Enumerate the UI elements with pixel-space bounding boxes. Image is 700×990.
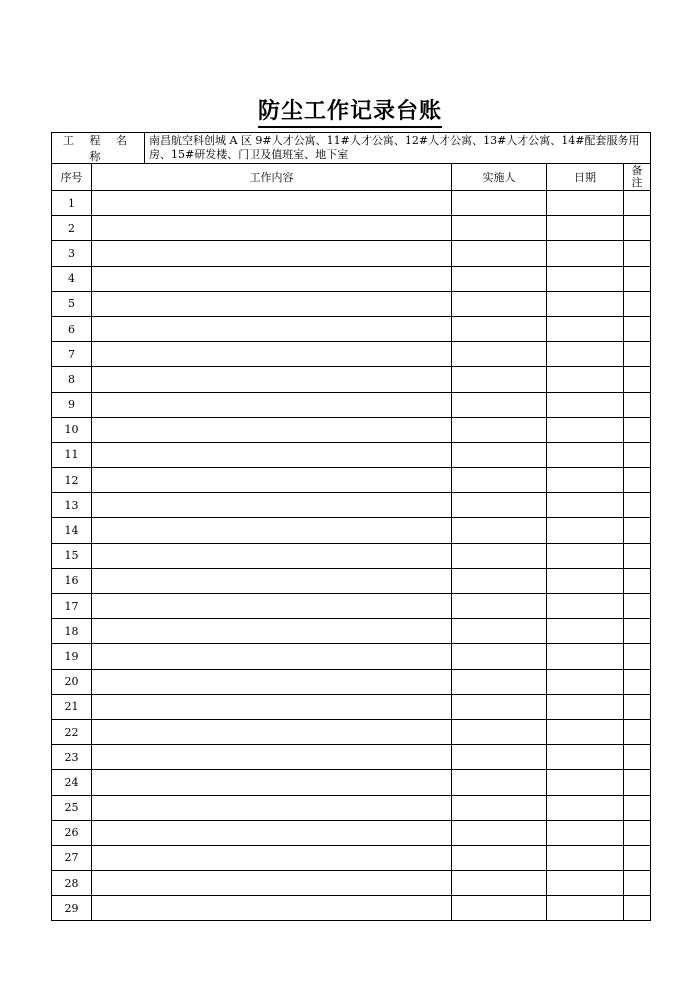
row-seq: 2	[52, 216, 92, 241]
row-person[interactable]	[452, 493, 547, 518]
table-row	[52, 518, 651, 543]
row-content[interactable]	[92, 392, 452, 417]
row-remark[interactable]	[624, 442, 651, 467]
row-content[interactable]	[92, 442, 452, 467]
row-content[interactable]	[92, 191, 452, 216]
table-row	[52, 820, 651, 845]
row-seq: 29	[52, 896, 92, 921]
row-seq: 24	[52, 770, 92, 795]
row-date[interactable]	[547, 694, 624, 719]
row-content[interactable]	[92, 845, 452, 870]
row-remark[interactable]	[624, 568, 651, 593]
row-remark[interactable]	[624, 594, 651, 619]
row-content[interactable]	[92, 745, 452, 770]
row-seq: 5	[52, 291, 92, 316]
table-row	[52, 543, 651, 568]
row-date[interactable]	[547, 266, 624, 291]
row-date[interactable]	[547, 291, 624, 316]
table-row	[52, 342, 651, 367]
row-date[interactable]	[547, 770, 624, 795]
table-row	[52, 871, 651, 896]
table-row	[52, 719, 651, 744]
row-content[interactable]	[92, 493, 452, 518]
row-remark[interactable]	[624, 367, 651, 392]
row-content[interactable]	[92, 216, 452, 241]
row-remark[interactable]	[624, 191, 651, 216]
document-title-wrapper	[0, 94, 700, 125]
row-person[interactable]	[452, 568, 547, 593]
row-date[interactable]	[547, 845, 624, 870]
project-row	[52, 133, 651, 164]
table-row	[52, 216, 651, 241]
row-content[interactable]	[92, 518, 452, 543]
table-row	[52, 191, 651, 216]
table-row	[52, 392, 651, 417]
row-person[interactable]	[452, 594, 547, 619]
row-seq: 27	[52, 845, 92, 870]
table-row	[52, 493, 651, 518]
row-person[interactable]	[452, 316, 547, 341]
row-date[interactable]	[547, 468, 624, 493]
row-remark[interactable]	[624, 845, 651, 870]
row-remark[interactable]	[624, 241, 651, 266]
header-remark	[624, 164, 651, 191]
table-row	[52, 468, 651, 493]
table-row	[52, 568, 651, 593]
row-person[interactable]	[452, 719, 547, 744]
row-seq: 17	[52, 594, 92, 619]
row-remark[interactable]	[624, 770, 651, 795]
row-date[interactable]	[547, 518, 624, 543]
row-date[interactable]	[547, 795, 624, 820]
row-date[interactable]	[547, 619, 624, 644]
row-seq: 18	[52, 619, 92, 644]
project-name-value	[145, 133, 650, 163]
row-remark[interactable]	[624, 820, 651, 845]
header-person: 实施人	[452, 164, 547, 191]
row-content[interactable]	[92, 795, 452, 820]
row-person[interactable]	[452, 845, 547, 870]
row-content[interactable]	[92, 543, 452, 568]
row-date[interactable]	[547, 417, 624, 442]
table-row	[52, 896, 651, 921]
row-remark[interactable]	[624, 417, 651, 442]
table-row	[52, 241, 651, 266]
table-row	[52, 316, 651, 341]
row-seq: 8	[52, 367, 92, 392]
row-remark[interactable]	[624, 745, 651, 770]
row-person[interactable]	[452, 770, 547, 795]
row-date[interactable]	[547, 342, 624, 367]
row-seq: 20	[52, 669, 92, 694]
table-row	[52, 291, 651, 316]
row-content[interactable]	[92, 770, 452, 795]
row-person[interactable]	[452, 291, 547, 316]
row-date[interactable]	[547, 191, 624, 216]
row-remark[interactable]	[624, 669, 651, 694]
row-person[interactable]	[452, 392, 547, 417]
row-remark[interactable]	[624, 896, 651, 921]
row-content[interactable]	[92, 367, 452, 392]
row-date[interactable]	[547, 871, 624, 896]
row-seq: 11	[52, 442, 92, 467]
document-title: 防尘工作记录台账	[258, 98, 442, 128]
row-seq: 23	[52, 745, 92, 770]
row-seq: 14	[52, 518, 92, 543]
row-date[interactable]	[547, 719, 624, 744]
row-person[interactable]	[452, 468, 547, 493]
row-person[interactable]	[452, 619, 547, 644]
row-remark[interactable]	[624, 619, 651, 644]
row-person[interactable]	[452, 342, 547, 367]
row-content[interactable]	[92, 266, 452, 291]
header-seq: 序号	[52, 164, 92, 191]
table-row	[52, 442, 651, 467]
row-remark[interactable]	[624, 342, 651, 367]
row-seq: 10	[52, 417, 92, 442]
row-remark[interactable]	[624, 644, 651, 669]
row-seq: 28	[52, 871, 92, 896]
row-content[interactable]	[92, 619, 452, 644]
row-remark[interactable]	[624, 392, 651, 417]
row-remark[interactable]	[624, 543, 651, 568]
table-row	[52, 694, 651, 719]
row-person[interactable]	[452, 896, 547, 921]
row-content[interactable]	[92, 871, 452, 896]
row-remark[interactable]	[624, 871, 651, 896]
row-seq: 19	[52, 644, 92, 669]
row-seq: 9	[52, 392, 92, 417]
row-person[interactable]	[452, 669, 547, 694]
row-content[interactable]	[92, 669, 452, 694]
row-date[interactable]	[547, 820, 624, 845]
row-remark[interactable]	[624, 316, 651, 341]
row-content[interactable]	[92, 694, 452, 719]
row-seq: 15	[52, 543, 92, 568]
row-content[interactable]	[92, 316, 452, 341]
row-content[interactable]	[92, 568, 452, 593]
table-row	[52, 795, 651, 820]
row-remark[interactable]	[624, 216, 651, 241]
row-person[interactable]	[452, 871, 547, 896]
row-content[interactable]	[92, 896, 452, 921]
row-remark[interactable]	[624, 291, 651, 316]
row-seq: 25	[52, 795, 92, 820]
table-row	[52, 745, 651, 770]
row-content[interactable]	[92, 820, 452, 845]
table-row	[52, 619, 651, 644]
row-content[interactable]	[92, 468, 452, 493]
row-content[interactable]	[92, 644, 452, 669]
row-seq: 21	[52, 694, 92, 719]
row-date[interactable]	[547, 442, 624, 467]
row-remark[interactable]	[624, 694, 651, 719]
row-content[interactable]	[92, 241, 452, 266]
row-date[interactable]	[547, 745, 624, 770]
row-date[interactable]	[547, 392, 624, 417]
row-content[interactable]	[92, 342, 452, 367]
header-date: 日期	[547, 164, 624, 191]
row-seq: 1	[52, 191, 92, 216]
project-name-label-box	[52, 133, 145, 163]
row-seq: 3	[52, 241, 92, 266]
row-remark[interactable]	[624, 719, 651, 744]
row-remark[interactable]	[624, 518, 651, 543]
table-row	[52, 594, 651, 619]
table-row	[52, 669, 651, 694]
row-remark[interactable]	[624, 493, 651, 518]
row-person[interactable]	[452, 820, 547, 845]
row-content[interactable]	[92, 291, 452, 316]
row-date[interactable]	[547, 644, 624, 669]
header-remark-text: 备注	[631, 164, 643, 189]
project-name-label	[52, 133, 651, 164]
project-name-label-text: 工 程 名 称	[63, 134, 133, 163]
row-remark[interactable]	[624, 468, 651, 493]
row-seq: 7	[52, 342, 92, 367]
row-date[interactable]	[547, 216, 624, 241]
row-person[interactable]	[452, 442, 547, 467]
row-seq: 26	[52, 820, 92, 845]
row-person[interactable]	[452, 367, 547, 392]
row-seq: 22	[52, 719, 92, 744]
row-seq: 4	[52, 266, 92, 291]
row-person[interactable]	[452, 216, 547, 241]
row-person[interactable]	[452, 241, 547, 266]
row-person[interactable]	[452, 543, 547, 568]
row-content[interactable]	[92, 417, 452, 442]
row-date[interactable]	[547, 241, 624, 266]
header-content: 工作内容	[92, 164, 452, 191]
table-row	[52, 367, 651, 392]
row-date[interactable]	[547, 896, 624, 921]
row-seq: 16	[52, 568, 92, 593]
row-content[interactable]	[92, 719, 452, 744]
row-person[interactable]	[452, 644, 547, 669]
row-content[interactable]	[92, 594, 452, 619]
row-date[interactable]	[547, 367, 624, 392]
row-person[interactable]	[452, 745, 547, 770]
ledger-table	[51, 132, 651, 921]
row-remark[interactable]	[624, 266, 651, 291]
row-date[interactable]	[547, 543, 624, 568]
project-name-text: 南昌航空科创城 A 区 9#人才公寓、11#人才公寓、12#人才公寓、13#人才公寓、14#配套服务用房、15#研发楼、门卫及值班室、地下室	[149, 134, 640, 161]
row-date[interactable]	[547, 568, 624, 593]
table-row	[52, 845, 651, 870]
row-person[interactable]	[452, 191, 547, 216]
table-row	[52, 266, 651, 291]
row-person[interactable]	[452, 266, 547, 291]
row-seq: 6	[52, 316, 92, 341]
header-row	[52, 164, 651, 191]
row-remark[interactable]	[624, 795, 651, 820]
row-date[interactable]	[547, 594, 624, 619]
row-seq: 12	[52, 468, 92, 493]
row-person[interactable]	[452, 417, 547, 442]
row-seq: 13	[52, 493, 92, 518]
row-date[interactable]	[547, 316, 624, 341]
row-date[interactable]	[547, 493, 624, 518]
table-row	[52, 770, 651, 795]
row-person[interactable]	[452, 795, 547, 820]
row-person[interactable]	[452, 694, 547, 719]
row-person[interactable]	[452, 518, 547, 543]
table-row	[52, 417, 651, 442]
table-row	[52, 644, 651, 669]
row-date[interactable]	[547, 669, 624, 694]
